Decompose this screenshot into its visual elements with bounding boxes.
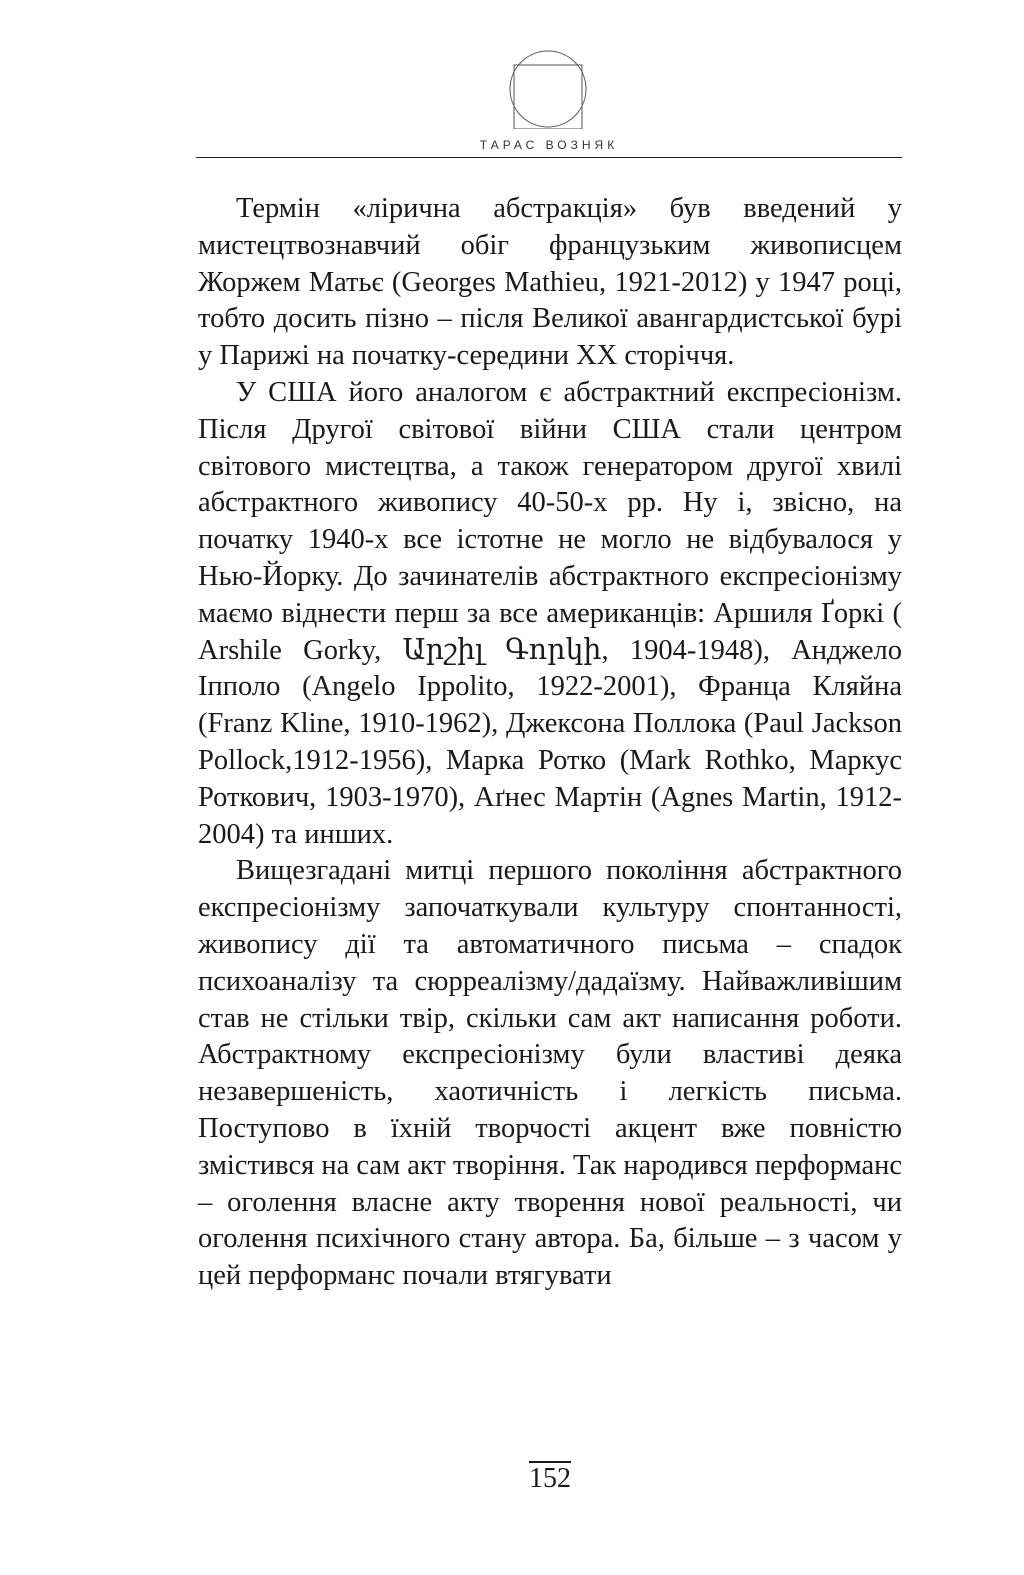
body-text	[198, 191, 902, 1295]
running-header-author: ТАРАС ВОЗНЯК	[479, 138, 619, 152]
header-divider	[196, 157, 902, 158]
circle-square-emblem-icon	[508, 49, 588, 129]
page-number: 152	[529, 1463, 571, 1494]
paragraph: Вищезгадані митці першого покоління абстрактного експресіонізму започаткували культуру спонтанності, живопису дії та автоматичного письма – спадок психоаналізу та сюрреалізму/дадаїзму. Найважливішим став не стільки твір, скільки сам акт написання роботи. Абстрактному експресіонізму були властиві деяка незавершеність, хаотичність і легкість письма. Поступово в їхній творчості акцент вже повністю змістився на сам акт творіння. Так народився перформанс – оголення власне акту творення нової реальності, чи оголення психічного стану автора. Ба, більше – з часом у цей перформанс почали втягувати	[198, 855, 902, 1292]
paragraph: У США його аналогом є абстрактний експресіонізм. Після Другої світової війни США стали центром світового мистецтва, а також генератором другої хвилі абстрактного живопису 40-50-х рр. Ну і, звісно, на початку 1940-х все істотне не могло не відбувалося у Нью-Йорку. До зачинателів абстрактного експресіонізму маємо віднести перш за все американців: Аршиля Ґоркі ( Arshile Gorky, Արշիլ Գորկի, 1904-1948), Анджело Іпполо (Angelo Ippolito, 1922-2001), Франца Кляйна (Franz Kline, 1910-1962), Джексона Поллока (Paul Jackson Pollock,1912-1956), Марка Ротко (Mark Rothko, Маркус Роткович, 1903-1970), Аґнес Мартін (Agnes Martin, 1912-2004) та инших.	[198, 376, 902, 850]
paragraph: Термін «лірична абстракція» був введений у мистецтвознавчий обіг французьким живописцем Жоржем Матьє (Georges Mathieu, 1921-2012) у 1947 році, тобто досить пізно – після Великої авангардистської бурі у Парижі на початку-середини XX сторіччя.	[198, 193, 902, 372]
